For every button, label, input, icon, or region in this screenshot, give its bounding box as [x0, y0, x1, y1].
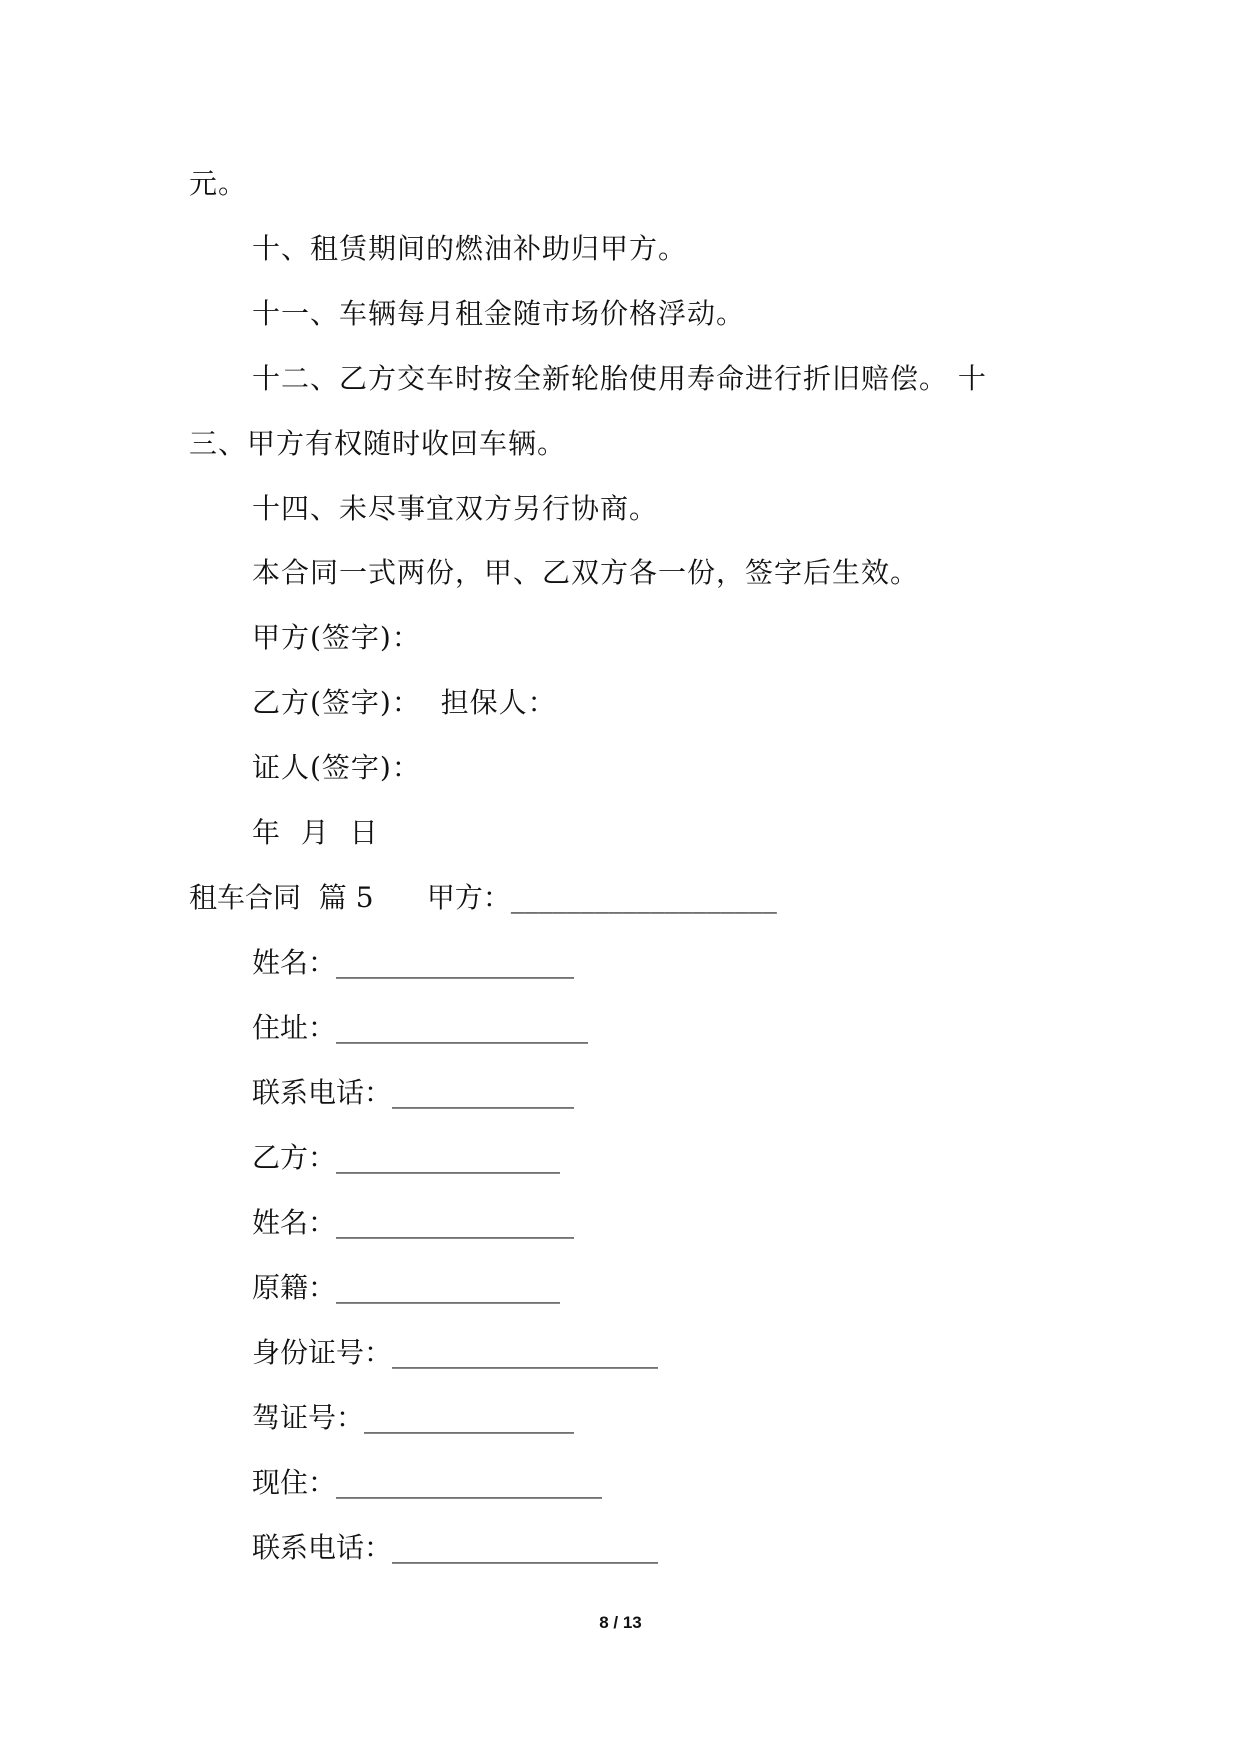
field-party-b: 乙方：________________: [252, 1141, 561, 1174]
field-party-b-id-number: 身份证号：___________________: [252, 1336, 659, 1369]
field-party-a-name: 姓名：_________________: [252, 946, 575, 979]
field-party-b-phone: 联系电话：___________________: [252, 1531, 659, 1564]
clause-12: 十二、乙方交车时按全新轮胎使用寿命进行折旧赔偿。 十: [252, 362, 987, 395]
field-party-a-address: 住址：__________________: [252, 1011, 589, 1044]
clause-13: 三、甲方有权随时收回车辆。: [189, 427, 567, 460]
clause-14: 十四、未尽事宜双方另行协商。: [252, 492, 659, 525]
clause-10: 十、租赁期间的燃油补助归甲方。: [252, 232, 688, 265]
witness-signature: 证人(签字)：: [252, 751, 421, 784]
contract-copies-statement: 本合同一式两份，甲、乙双方各一份，签字后生效。: [252, 556, 920, 589]
party-b-signature-guarantor: 乙方(签字)： 担保人：: [252, 686, 557, 719]
section-heading-party-a: 租车合同 篇 5 甲方：___________________: [189, 881, 777, 914]
field-party-b-name: 姓名：_________________: [252, 1206, 575, 1239]
field-party-b-license: 驾证号：_______________: [252, 1401, 575, 1434]
page-number: 8 / 13: [599, 1613, 642, 1632]
party-a-signature: 甲方(签字)：: [252, 621, 421, 654]
field-party-b-current-address: 现住：___________________: [252, 1466, 603, 1499]
text-line-continuation: 元。: [189, 167, 248, 200]
date-line: 年 月 日: [252, 816, 379, 849]
clause-11: 十一、车辆每月租金随市场价格浮动。: [252, 297, 746, 330]
field-party-b-origin: 原籍：________________: [252, 1271, 561, 1304]
field-party-a-phone: 联系电话：_____________: [252, 1076, 575, 1109]
